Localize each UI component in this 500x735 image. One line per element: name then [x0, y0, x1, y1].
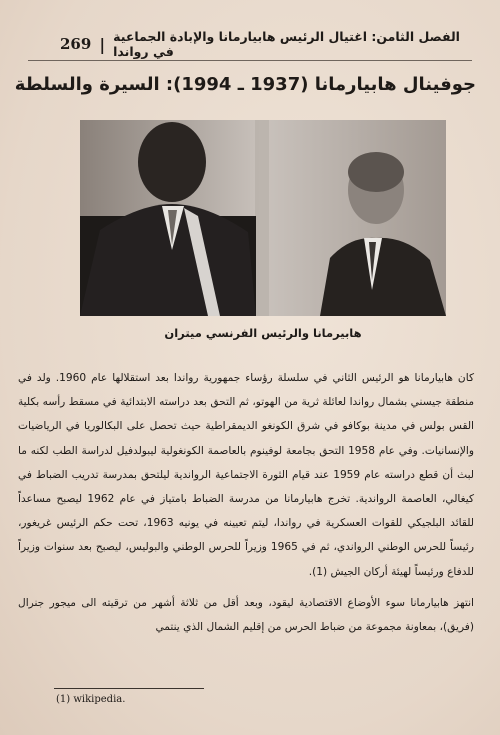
photograph: [80, 120, 446, 316]
section-title: جوفينال هابيارمانا (1937 ـ 1994): السيرة والسلطة: [14, 74, 476, 95]
body-text: [18, 366, 474, 639]
chapter-title: الفصل الثامن: اغتيال الرئيس هابيارمانا والإبادة الجماعية في رواندا: [113, 29, 460, 59]
footnote-rule: [54, 688, 204, 689]
paragraph: انتهز هابيارمانا سوء الأوضاع الاقتصادية ليقود، وبعد أقل من ثلاثة أشهر من ترقيته الى ميجور جنرال (فريق)، بمعاونة مجموعة من ضباط الحرس من إقليم الشمال الذي ينتمي: [18, 596, 474, 634]
running-header: [60, 29, 472, 59]
paragraph: كان هابيارمانا هو الرئيس الثاني في سلسلة رؤساء جمهورية رواندا بعد استقلالها عام 1960. ولد في منطقة جيسني بشمال رواندا لعائلة ثرية من الهوتو، ثم التحق بعد دراسته الابتدائية في مسقط رأسه بكلية القس بولس في مدينة بوكافو في شرق الكونغو الديمقراطية حيث تحصل على البكالوريا في الرياضيات والإنسانيات. وفي عام 1958 التحق بجامعة لوفينوم بالعاصمة الكونغولية ليبولدفيل لدراسة الطب لكنه ما لبث أن قطع دراسته عام 1959 عند قيام الثورة الاجتماعية الرواندية ليلتحق بمدرسة تدريب الضباط في كيغالي، العاصمة الرواندية. تخرج هابيارمانا من مدرسة الضباط بامتياز في عام 1962 ليصبح مساعداً للقائد البلجيكي للقوات العسكرية في رواندا، ليتم تعيينه في يونيه 1963، تحت حكم الرئيس غريغور، رئيساً للحرس الوطني الرواندي، ثم في 1965 وزيراً للحرس الوطني والبوليس، ليصبح بعد سنوات وزيراً للدفاع ورئيساً لهيئة أركان الجيش (1).: [18, 372, 475, 578]
header-rule: [28, 60, 472, 61]
footnote: (1) wikipedia.: [56, 694, 126, 705]
header-separator: |: [99, 34, 106, 54]
page-number: 269: [60, 35, 92, 53]
photo-caption: هابيرمانا والرئيس الفرنسي ميتران: [164, 326, 362, 340]
